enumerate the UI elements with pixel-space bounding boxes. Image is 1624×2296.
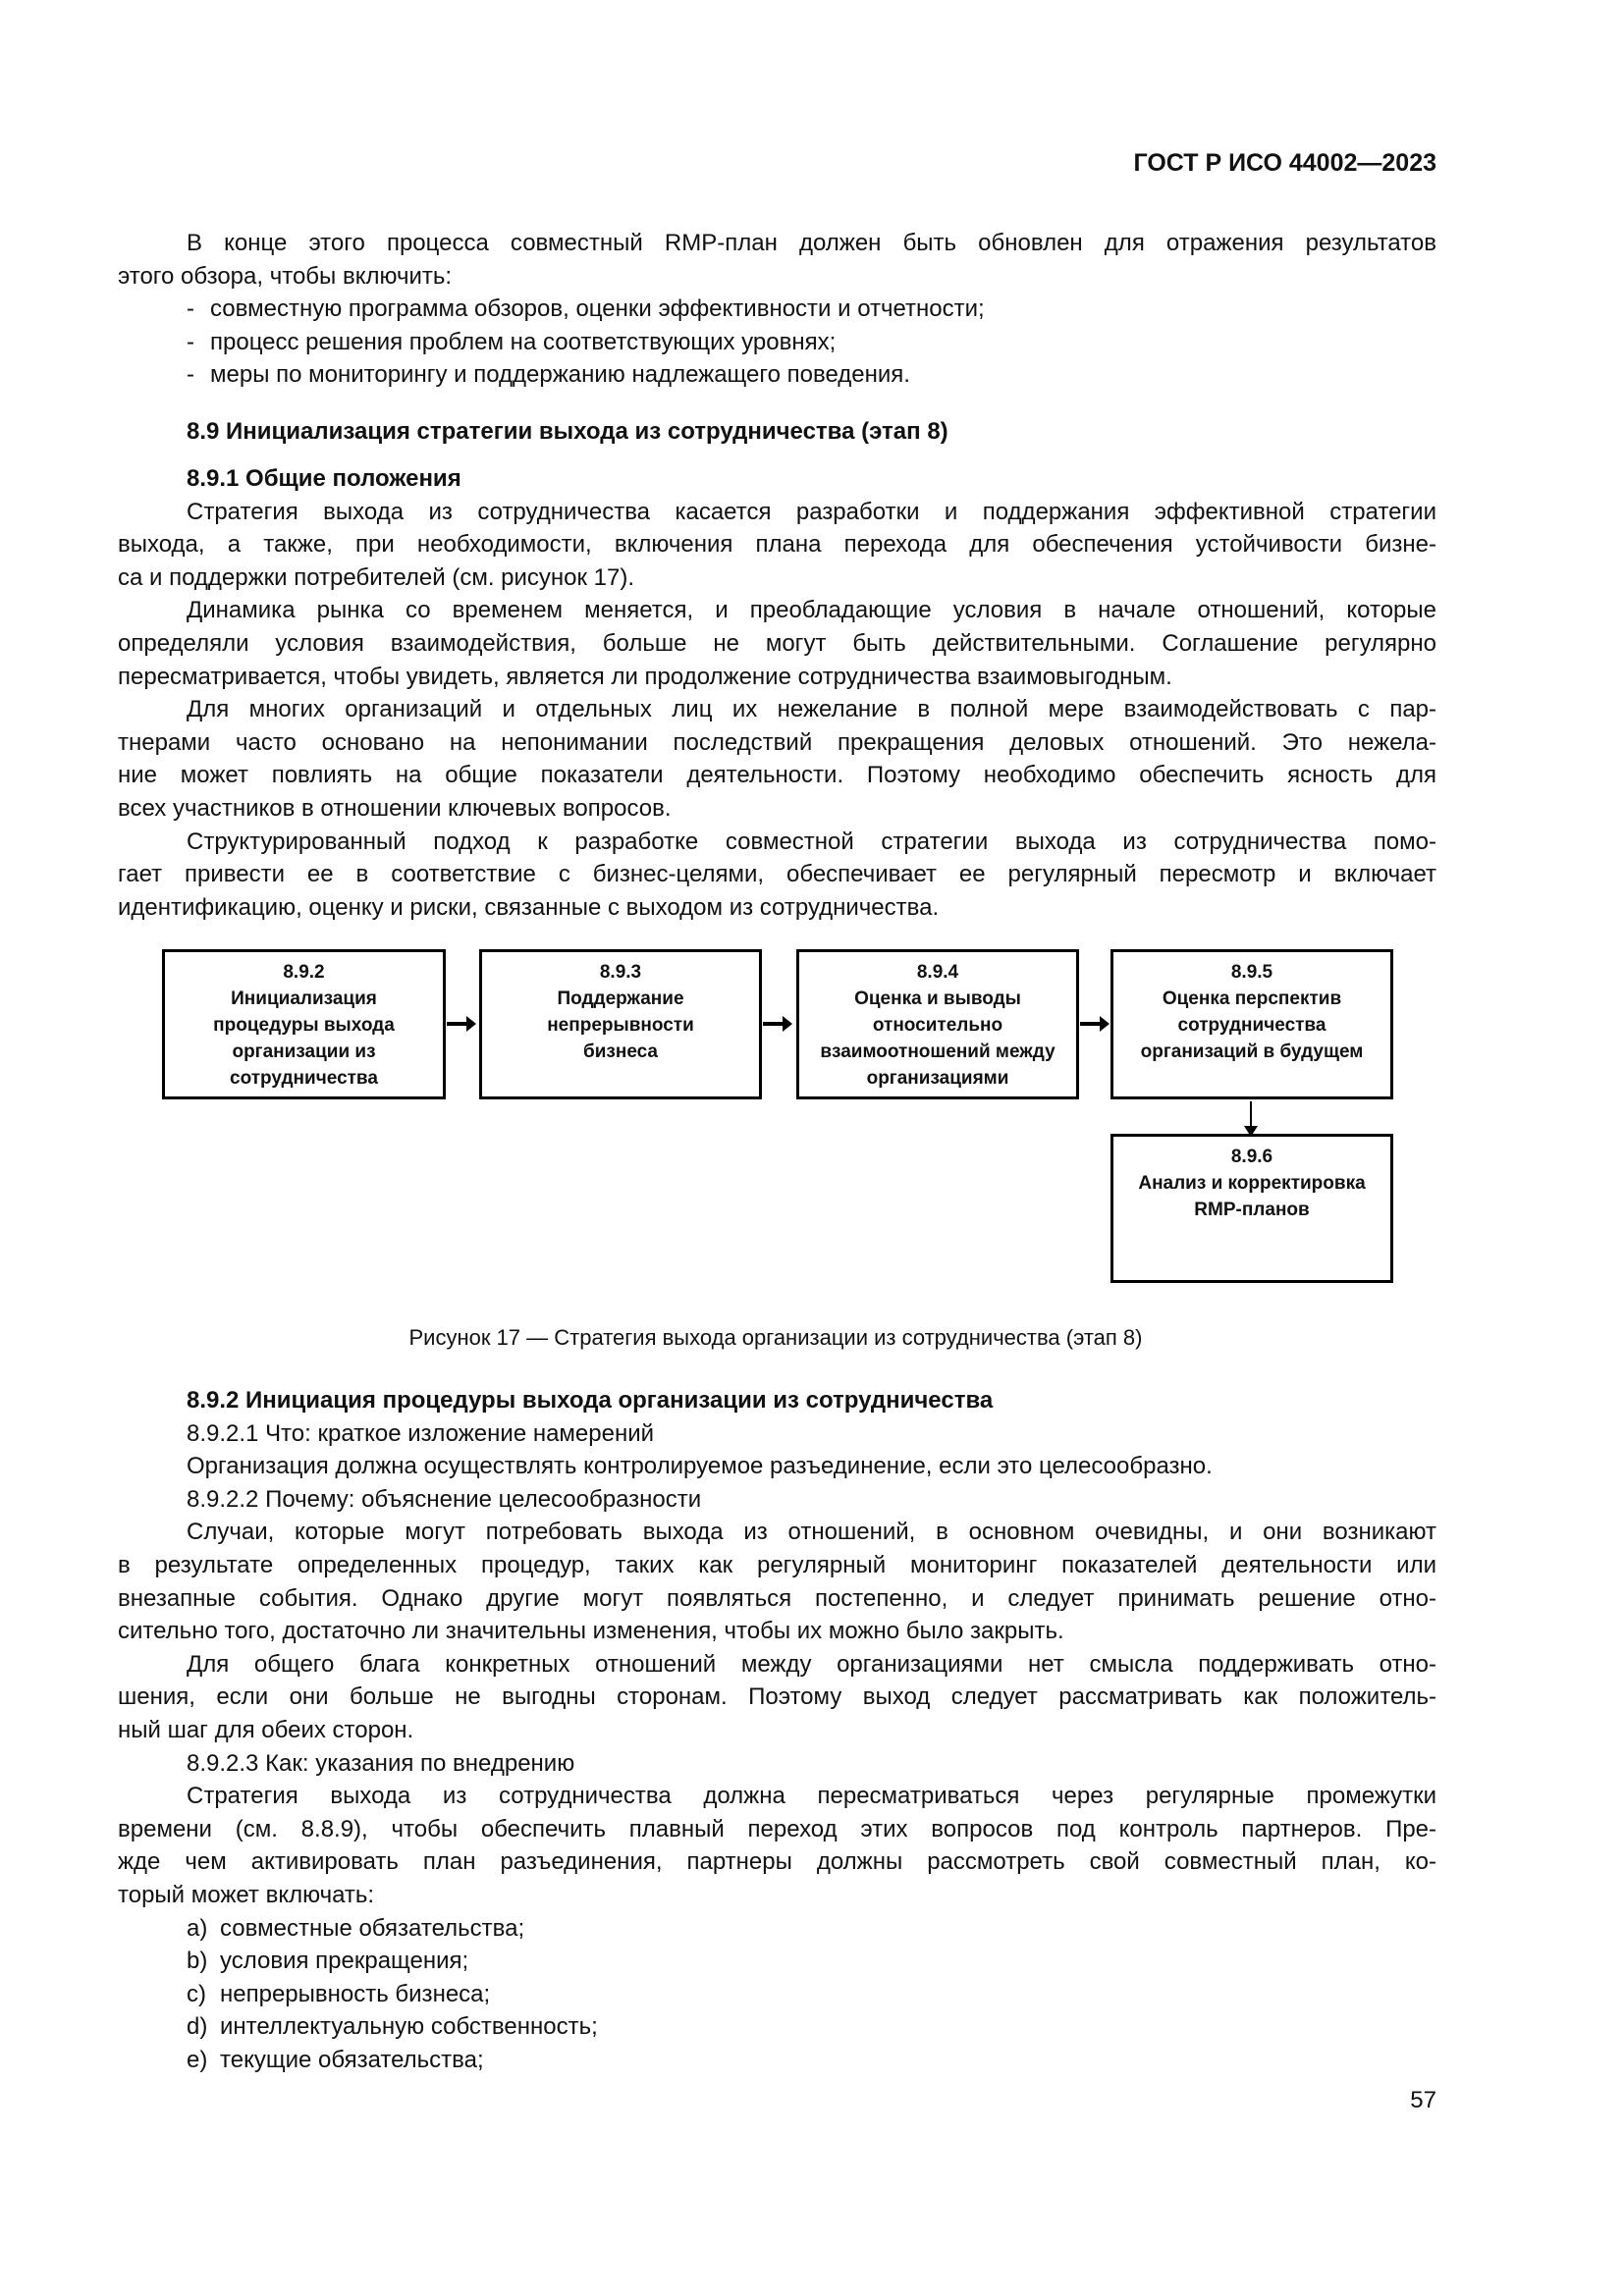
list-item bbox=[118, 2010, 1436, 2044]
box-number: 8.9.6 bbox=[1230, 1147, 1273, 1167]
paragraph-line: Для многих организаций и отдельных лиц их нежелание в полной мере взаимодействовать с пар- bbox=[187, 696, 1436, 723]
list-item-text: совместную программа обзоров, оценки эффективности и отчетности; bbox=[210, 295, 985, 323]
box-number: 8.9.4 bbox=[916, 962, 959, 983]
box-text: бизнеса bbox=[582, 1041, 659, 1062]
list-item bbox=[118, 1945, 1436, 1978]
box-text: Оценка и выводы bbox=[854, 988, 1021, 1009]
page-number: 57 bbox=[1410, 2087, 1436, 2113]
box-text: Инициализация bbox=[231, 988, 377, 1009]
list-item bbox=[118, 358, 1436, 392]
box-text: относительно bbox=[872, 1015, 1003, 1036]
list-item-text: процесс решения проблем на соответствующих уровнях; bbox=[210, 328, 837, 355]
paragraph-line: тнерами часто основано на непонимании последствий прекращения деловых отношений. Это нежела- bbox=[118, 728, 1436, 756]
box-text: организаций в будущем bbox=[1140, 1041, 1364, 1062]
list-marker: c) bbox=[187, 1980, 206, 2007]
list-item bbox=[118, 326, 1436, 359]
bullet: - bbox=[187, 295, 194, 323]
box-text: взаимоотношений между bbox=[820, 1041, 1056, 1062]
list-item bbox=[118, 293, 1436, 326]
section-heading-8-9: 8.9 Инициализация стратегии выхода из сотрудничества (этап 8) bbox=[187, 418, 948, 445]
list-marker: a) bbox=[187, 1914, 208, 1942]
paragraph-line: ние может повлиять на общие показатели деятельности. Поэтому необходимо обеспечить ясность для bbox=[118, 762, 1436, 789]
box-number: 8.9.3 bbox=[599, 962, 642, 983]
paragraph-line: Стратегия выхода из сотрудничества должна пересматриваться через регулярные промежутки bbox=[187, 1783, 1436, 1810]
section-8-9-2 bbox=[118, 1384, 1436, 2076]
box-text: сотрудничества bbox=[1177, 1015, 1326, 1036]
box-text: процедуры выхода bbox=[213, 1015, 395, 1036]
paragraph-line: В конце этого процесса совместный RMP-план должен быть обновлен для отражения результатов bbox=[187, 230, 1436, 256]
arrow-right-icon bbox=[763, 1022, 785, 1026]
box-text: Поддержание bbox=[557, 988, 684, 1009]
paragraph-line: Динамика рынка со временем меняется, и преобладающие условия в начале отношений, которые bbox=[187, 597, 1436, 624]
paragraph-line: этого обзора, чтобы включить: bbox=[118, 262, 453, 290]
paragraph-line: гает привести ее в соответствие с бизнес-целями, обеспечивает ее регулярный пересмотр и включает bbox=[118, 861, 1436, 888]
paragraph-line: жде чем активировать план разъединения, партнеры должны рассмотреть свой совместный план, ко- bbox=[118, 1848, 1436, 1876]
box-text: Оценка перспектив bbox=[1162, 988, 1342, 1009]
paragraph-line: определяли условия взаимодействия, больше не могут быть действительными. Соглашение регулярно bbox=[118, 629, 1436, 657]
section-8-9-1 bbox=[118, 462, 1436, 924]
list-item-text: совместные обязательства; bbox=[220, 1914, 525, 1942]
list-item-text: интеллектуальную собственность; bbox=[220, 2013, 598, 2041]
arrow-right-icon bbox=[447, 1022, 468, 1026]
list-item-text: непрерывность бизнеса; bbox=[220, 1980, 491, 2007]
paragraph-line: выхода, а также, при необходимости, включения плана перехода для обеспечения устойчивости бизне- bbox=[118, 531, 1436, 559]
paragraph-line: шения, если они больше не выгодны сторонам. Поэтому выход следует рассматривать как положитель- bbox=[118, 1683, 1436, 1711]
box-text: Анализ и корректировка bbox=[1138, 1173, 1366, 1194]
section-heading-8-9-1: 8.9.1 Общие положения bbox=[187, 465, 461, 492]
paragraph-line: пересматривается, чтобы увидеть, является ли продолжение сотрудничества взаимовыгодным. bbox=[118, 663, 1172, 690]
box-text: организации из bbox=[232, 1041, 376, 1062]
list-item-text: меры по мониторингу и поддержанию надлежащего поведения. bbox=[210, 361, 910, 389]
paragraph-line: всех участников в отношении ключевых вопросов. bbox=[118, 794, 672, 822]
paragraph-line: в результате определенных процедур, таких как регулярный мониторинг показателей деятельности или bbox=[118, 1551, 1436, 1578]
list-marker: e) bbox=[187, 2046, 208, 2073]
subsection-heading: 8.9.2.3 Как: указания по внедрению bbox=[187, 1749, 575, 1777]
box-text: организациями bbox=[866, 1068, 1009, 1089]
paragraph-line: Стратегия выхода из сотрудничества касается разработки и поддержания эффективной стратегии bbox=[187, 498, 1436, 525]
paragraph-line: Случаи, которые могут потребовать выхода из отношений, в основном очевидны, и они возникают bbox=[187, 1519, 1436, 1546]
paragraph-line: идентификацию, оценку и риски, связанные с выходом из сотрудничества. bbox=[118, 893, 940, 921]
subsection-heading: 8.9.2.1 Что: краткое изложение намерений bbox=[187, 1419, 655, 1447]
list-item bbox=[118, 1978, 1436, 2011]
diagram-box-8-9-2 bbox=[162, 949, 446, 1099]
box-number: 8.9.2 bbox=[283, 962, 325, 983]
bullet: - bbox=[187, 328, 194, 355]
paragraph-line: са и поддержки потребителей (см. рисунок 17). bbox=[118, 563, 635, 591]
box-number: 8.9.5 bbox=[1230, 962, 1273, 983]
intro-section bbox=[118, 227, 1436, 392]
diagram-box-8-9-5 bbox=[1110, 949, 1393, 1099]
list-marker: b) bbox=[187, 1948, 208, 1975]
list-marker: d) bbox=[187, 2013, 208, 2041]
box-text: RMP-планов bbox=[1194, 1200, 1310, 1220]
paragraph-line: Для общего блага конкретных отношений между организациями нет смысла поддерживать отно- bbox=[187, 1650, 1436, 1678]
paragraph-line: Организация должна осуществлять контролируемое разъединение, если это целесообразно. bbox=[187, 1453, 1213, 1480]
paragraph-line: Структурированный подход к разработке совместной стратегии выхода из сотрудничества помо- bbox=[187, 828, 1436, 855]
box-text: непрерывности bbox=[547, 1015, 694, 1036]
list-item-text: условия прекращения; bbox=[220, 1948, 469, 1975]
section-heading-8-9-2: 8.9.2 Инициация процедуры выхода организации из сотрудничества bbox=[187, 1387, 994, 1414]
paragraph-line: ный шаг для обеих сторон. bbox=[118, 1716, 414, 1743]
arrow-right-icon bbox=[1080, 1022, 1102, 1026]
arrow-down-icon bbox=[1250, 1101, 1252, 1127]
diagram-box-8-9-4 bbox=[796, 949, 1079, 1099]
diagram-box-8-9-3 bbox=[479, 949, 762, 1099]
list-item bbox=[118, 1912, 1436, 1946]
paragraph-line: торый может включать: bbox=[118, 1881, 375, 1908]
list-item-text: текущие обязательства; bbox=[220, 2046, 484, 2073]
list-item bbox=[118, 2044, 1436, 2077]
paragraph-line: сительно того, достаточно ли значительны изменения, чтобы их можно было закрыть. bbox=[118, 1618, 1064, 1645]
diagram-box-8-9-6 bbox=[1110, 1134, 1393, 1283]
document-header: ГОСТ Р ИСО 44002—2023 bbox=[1133, 149, 1436, 177]
box-text: сотрудничества bbox=[230, 1068, 378, 1089]
paragraph-line: внезапные события. Однако другие могут появляться постепенно, и следует принимать решение отно- bbox=[118, 1584, 1436, 1612]
paragraph-line: времени (см. 8.8.9), чтобы обеспечить плавный переход этих вопросов под контроль партнеров. Пре- bbox=[118, 1815, 1436, 1842]
figure-caption: Рисунок 17 — Стратегия выхода организации из сотрудничества (этап 8) bbox=[408, 1325, 1143, 1350]
bullet: - bbox=[187, 361, 194, 389]
subsection-heading: 8.9.2.2 Почему: объяснение целесообразности bbox=[187, 1485, 702, 1513]
